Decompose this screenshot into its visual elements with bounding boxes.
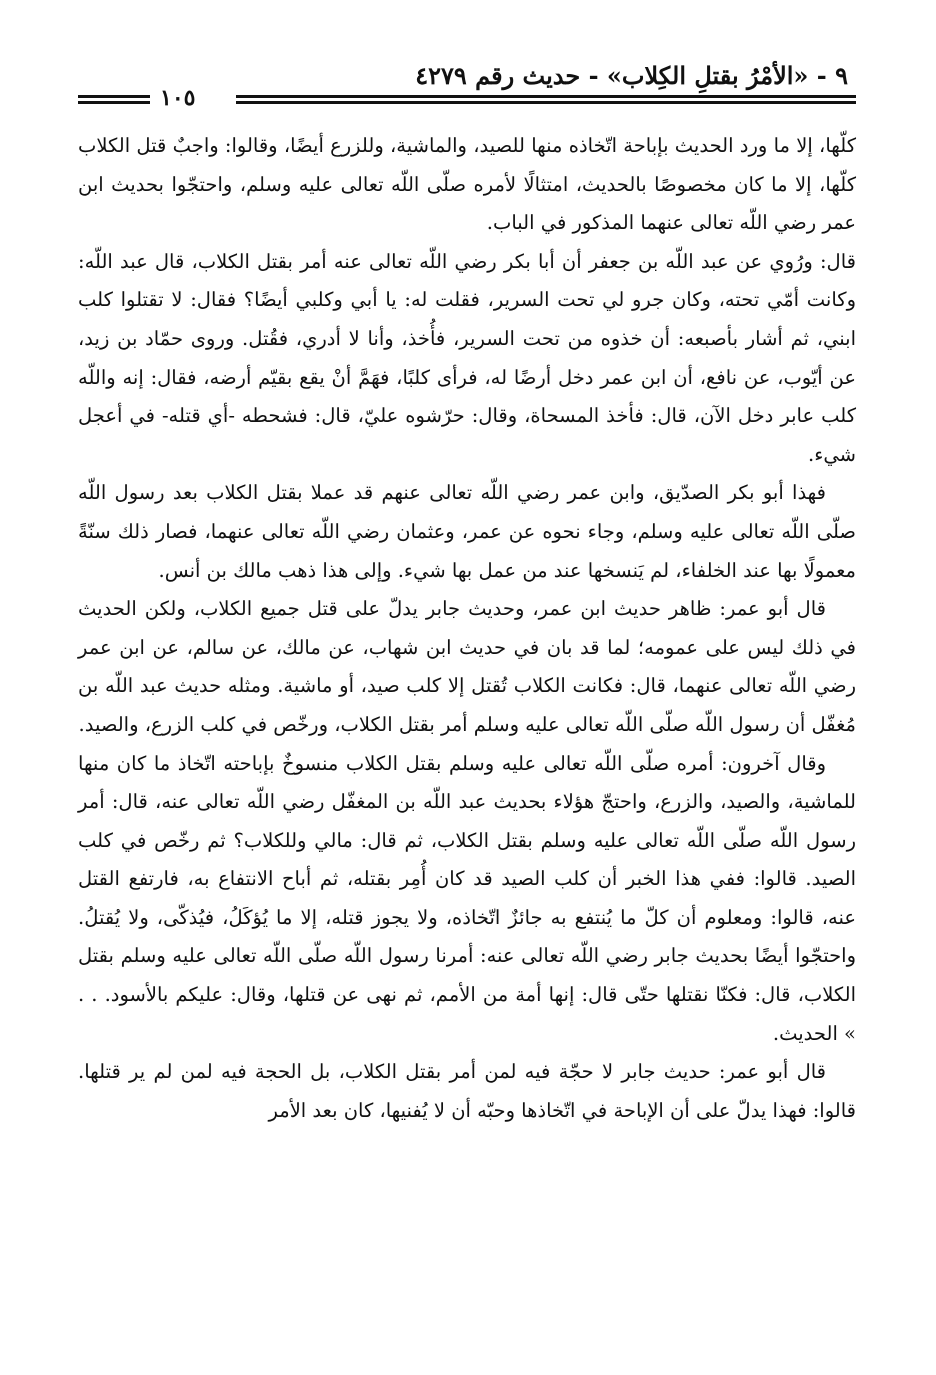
- running-title: ٩ - «الأمْرُ بقتلِ الكِلاب» - حديث رقم ٤٢٧٩: [415, 61, 848, 90]
- paragraph-1: كلّها، إلا ما ورد الحديث بإباحة اتّخاذه منها للصيد، والماشية، وللزرع أيضًا، وقالوا: واجبٌ قتل الكلاب كلّها، إلا ما كان مخصوصًا بالحديث، امتثالًا لأمره صلّى اللّه تعالى عليه وسلم، واحتجّوا بحديث ابن عمر رضي اللّه تعالى عنهما المذكور في الباب.: [78, 134, 856, 235]
- paragraph-5: وقال آخرون: أمره صلّى اللّه تعالى عليه وسلم بقتل الكلاب منسوخٌ بإباحته اتّخاذ ما كان منها للماشية، والصيد، والزرع، واحتجّ هؤلاء بحديث عبد اللّه بن المغفّل رضي اللّه تعالى عنه، قال: أمر رسول اللّه صلّى اللّه تعالى عليه وسلم بقتل الكلاب، ثم قال: مالي وللكلاب؟ ثم رخّص في كلب الصيد. قالوا: ففي هذا الخبر أن كلب الصيد قد كان أُمِر بقتله، ثم أباح الانتفاع به، فارتفع القتل عنه، قالوا: ومعلوم أن كلّ ما يُنتفع به جائزٌ اتّخاذه، ولا يجوز قتله، إلا ما يُؤكَلُ، فيُذكّى، ولا يُقتلُ. واحتجّوا أيضًا بحديث جابر رضي اللّه تعالى عنه: أمرنا رسول اللّه صلّى اللّه تعالى عليه وسلم بقتل الكلاب، قال: فكنّا نقتلها حتّى قال: إنها أمة من الأمم، ثم نهى عن قتلها، وقال: عليكم بالأسود. . . » الحديث.: [78, 751, 856, 1045]
- header-rule-right: [236, 95, 856, 98]
- paragraph-3: فهذا أبو بكر الصدّيق، وابن عمر رضي اللّه تعالى عنهم قد عملا بقتل الكلاب بعد رسول اللّه صلّى اللّه تعالى عليه وسلم، وجاء نحوه عن عمر، وعثمان رضي اللّه تعالى عنهما، فصار ذلك سنّةً معمولًا بها عند الخلفاء، لم يَنسخها عند من عمل بها شيء. وإلى هذا ذهب مالك بن أنس.: [78, 481, 856, 582]
- page-number: ١٠٥: [160, 85, 196, 111]
- paragraph-4: قال أبو عمر: ظاهر حديث ابن عمر، وحديث جابر يدلّ على قتل جميع الكلاب، ولكن الحديث في ذلك ليس على عمومه؛ لما قد بان في حديث ابن شهاب، عن مالك، عن سالم، عن ابن عمر رضي اللّه تعالى عنهما، قال: فكانت الكلاب تُقتل إلا كلب صيد، أو ماشية. ومثله حديث عبد اللّه بن مُغفّل أن رسول اللّه صلّى اللّه تعالى عليه وسلم أمر بقتل الكلاب، ورخّص في كلب الزرع، والصيد.: [78, 597, 856, 736]
- header-rule-left-lower: [78, 101, 150, 104]
- paragraph-6: قال أبو عمر: حديث جابر لا حجّة فيه لمن أمر بقتل الكلاب، بل الحجة فيه لمن لم ير قتلها. قالوا: فهذا يدلّ على أن الإباحة في اتّخاذها وحبّه أن لا يُفنيها، كان بعد الأمر: [78, 1060, 856, 1122]
- book-page: [78, 55, 856, 1335]
- paragraph-2: قال: ورُوي عن عبد اللّه بن جعفر أن أبا بكر رضي اللّه تعالى عنه أمر بقتل الكلاب، قال عبد اللّه: وكانت أمّي تحته، وكان جرو لي تحت السرير، فقلت له: يا أبي وكلبي أيضًا؟ فقال: لا تقتلوا كلب ابني، ثم أشار بأصبعه: أن خذوه من تحت السرير، فأُخذ، وأنا لا أدري، فقُتل. وروى حمّاد بن زيد، عن أيّوب، عن نافع، أن ابن عمر دخل أرضًا له، فرأى كلبًا، فهَمَّ أنْ يقع بقيّم أرضه، فقال: إنه واللّه كلب عابر دخل الآن، قال: فأخذ المسحاة، وقال: حرّشوه عليّ، قال: فشحطه -أي قتله- في أعجل شيء.: [78, 249, 856, 466]
- header-rule-right-lower: [236, 101, 856, 104]
- body-text: [78, 127, 856, 1130]
- page-header: [78, 55, 856, 117]
- header-rule-left: [78, 95, 150, 98]
